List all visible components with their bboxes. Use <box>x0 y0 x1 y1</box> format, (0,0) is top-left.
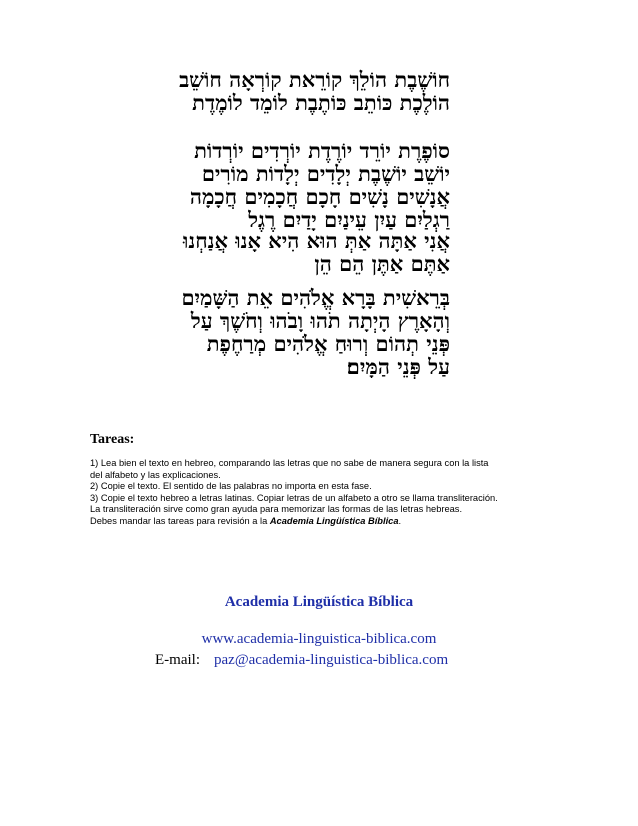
hebrew-block-3 <box>183 229 450 275</box>
task-line: La transliteración sirve como gran ayuda para memorizar las formas de las letras hebreas. <box>90 504 463 515</box>
website-link[interactable]: www.academia-linguistica-biblica.com <box>201 631 437 647</box>
email-link[interactable]: paz@academia-linguistica-biblica.com <box>214 652 449 668</box>
hebrew-line: אֲנִי אַתָּה אַתְּ הוּא הִיא אָנוּ אֲנַחְנוּ <box>183 228 450 253</box>
tasks-list <box>90 458 570 528</box>
task-text: Debes mandar las tareas para revisión a la <box>90 515 270 526</box>
hebrew-block-2 <box>190 139 450 231</box>
hebrew-line: עַל פְּנֵי הַמָּיִם׃ <box>346 354 450 379</box>
task-line: del alfabeto y las explicaciones. <box>90 469 221 480</box>
hebrew-line: אֲנָשִׁים נָשִׁים חָכָם חֲכָמִים חֲכָמָה <box>189 184 450 209</box>
task-line: 2) Copie el texto. El sentido de las palabras no importa en esta fase. <box>90 481 372 492</box>
hebrew-line: רַגְלַיִם עַיִן עֵינַיִם יָדַיִם רֶגֶל <box>248 207 450 232</box>
hebrew-line: הוֹלֶכֶת כּוֹתֵב כּוֹתֶבֶת לוֹמֵד לוֹמֶדֶת <box>192 90 450 115</box>
task-line: 3) Copie el texto hebreo a letras latinas. Copiar letras de un alfabeto a otro se llama transliteración. <box>90 492 498 503</box>
task-line: 1) Lea bien el texto en hebreo, comparando las letras que no sabe de manera segura con la lista <box>90 458 489 468</box>
academy-name-inline: Academia Lingüística Bíblica <box>269 515 399 526</box>
email-line <box>155 652 448 669</box>
hebrew-block-4 <box>181 286 450 378</box>
hebrew-block-1 <box>179 68 450 114</box>
hebrew-line: אַתֶּם אַתֶּן הֵם הֵן <box>314 251 450 276</box>
hebrew-line: יוֹשֵׁב יוֹשֶׁבֶת יְלָדִים יְלָדוֹת מוֹרִים <box>201 161 450 186</box>
hebrew-line: חוֹשֶׁבֶת הוֹלֵךְ קוֹרֵאת קוֹרְאָה חוֹשֵׁב <box>179 67 450 92</box>
hebrew-line: בְּרֵאשִׁית בָּרָא אֱלֹהִים אֵת הַשָּׁמַיִם <box>181 285 450 310</box>
academy-name: Academia Lingüística Bíblica <box>224 594 414 610</box>
hebrew-line: סוֹפֶרֶת יוֹרֵד יוֹרֶדֶת יוֹרְדִים יוֹרְדוֹת <box>194 138 450 163</box>
task-line <box>90 516 570 528</box>
email-label: E-mail: <box>155 652 200 668</box>
hebrew-line: וְהָאָרֶץ הָיְתָה תֹהוּ וָבֹהוּ וְחֹשֶׁךְ עַל <box>190 308 450 333</box>
task-text: . <box>398 515 402 526</box>
hebrew-line: פְּנֵי תְהוֹם וְרוּחַ אֱלֹהִים מְרַחֶפֶת <box>206 331 450 356</box>
tasks-title: Tareas: <box>90 432 135 447</box>
